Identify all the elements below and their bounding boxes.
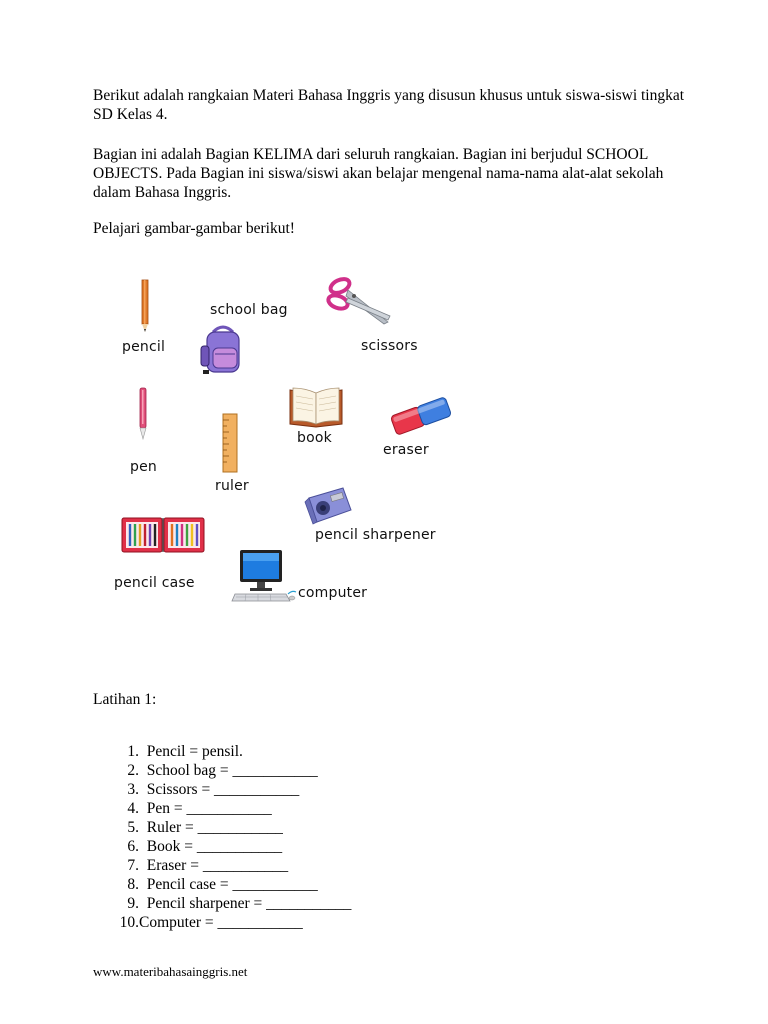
exercise-item [93, 913, 351, 932]
label-pencil-sharpener: pencil sharpener [315, 527, 436, 543]
exercise-item-number: 8. [127, 876, 139, 893]
exercise-item [93, 761, 351, 780]
exercise-item [93, 799, 351, 818]
book-icon [287, 384, 345, 428]
exercise-item-number: 7. [127, 857, 139, 874]
exercise-item-number: 6. [127, 838, 139, 855]
exercise-item-number: 10. [119, 914, 139, 931]
exercise-item [93, 742, 351, 761]
exercise-item-number: 9. [127, 895, 139, 912]
exercise-item-text: Scissors = ___________ [146, 781, 300, 798]
exercise-item-number: 4. [127, 800, 139, 817]
label-school-bag: school bag [210, 302, 288, 318]
label-book: book [297, 430, 332, 446]
label-eraser: eraser [383, 442, 429, 458]
exercise-item-text: Computer = ___________ [139, 914, 303, 931]
eraser-icon [386, 394, 456, 438]
exercise-item-text: Book = ___________ [146, 838, 283, 855]
pen-icon [137, 386, 149, 442]
exercise-item [93, 875, 351, 894]
school-bag-icon [197, 324, 249, 376]
intro-paragraph-1: Berikut adalah rangkaian Materi Bahasa Inggris yang disusun khusus untuk siswa-siswi tingkat SD Kelas 4. [93, 87, 685, 123]
exercise-item-number: 2. [127, 762, 139, 779]
computer-icon [232, 548, 296, 604]
exercise-item [93, 894, 351, 913]
exercise-item-text: Pencil sharpener = ___________ [146, 895, 352, 912]
label-pencil: pencil [122, 339, 166, 355]
exercise-item-number: 1. [127, 743, 139, 760]
intro-paragraph-3: Pelajari gambar-gambar berikut! [93, 220, 295, 237]
footer-url: www.materibahasainggris.net [93, 964, 248, 979]
label-pen: pen [130, 459, 157, 475]
exercise-item-text: Pen = ___________ [146, 800, 272, 817]
exercise-title: Latihan 1: [93, 691, 157, 708]
pencil-icon [138, 278, 152, 334]
exercise-item-text: Eraser = ___________ [146, 857, 289, 874]
label-ruler: ruler [215, 478, 249, 494]
exercise-item [93, 818, 351, 837]
exercise-item [93, 856, 351, 875]
exercise-item-text: Pencil case = ___________ [146, 876, 318, 893]
exercise-item-text: Ruler = ___________ [146, 819, 283, 836]
exercise-list [93, 742, 351, 932]
exercise-item-text: School bag = ___________ [146, 762, 318, 779]
exercise-item-text: Pencil = pensil. [146, 743, 243, 760]
exercise-item-number: 5. [127, 819, 139, 836]
ruler-icon [221, 412, 239, 474]
exercise-item [93, 837, 351, 856]
pencil-case-icon [120, 515, 208, 555]
label-scissors: scissors [361, 338, 418, 354]
pencil-sharpener-icon [303, 484, 355, 526]
scissors-icon [326, 276, 392, 328]
exercise-item-number: 3. [127, 781, 139, 798]
label-pencil-case: pencil case [114, 575, 195, 591]
exercise-item [93, 780, 351, 799]
intro-paragraph-2: Bagian ini adalah Bagian KELIMA dari seluruh rangkaian. Bagian ini berjudul SCHOOL OBJECTS. Pada Bagian ini siswa/siswi akan belajar mengenal nama-nama alat-alat sekolah dalam Bahasa Inggris. [93, 146, 664, 201]
label-computer: computer [298, 585, 368, 601]
